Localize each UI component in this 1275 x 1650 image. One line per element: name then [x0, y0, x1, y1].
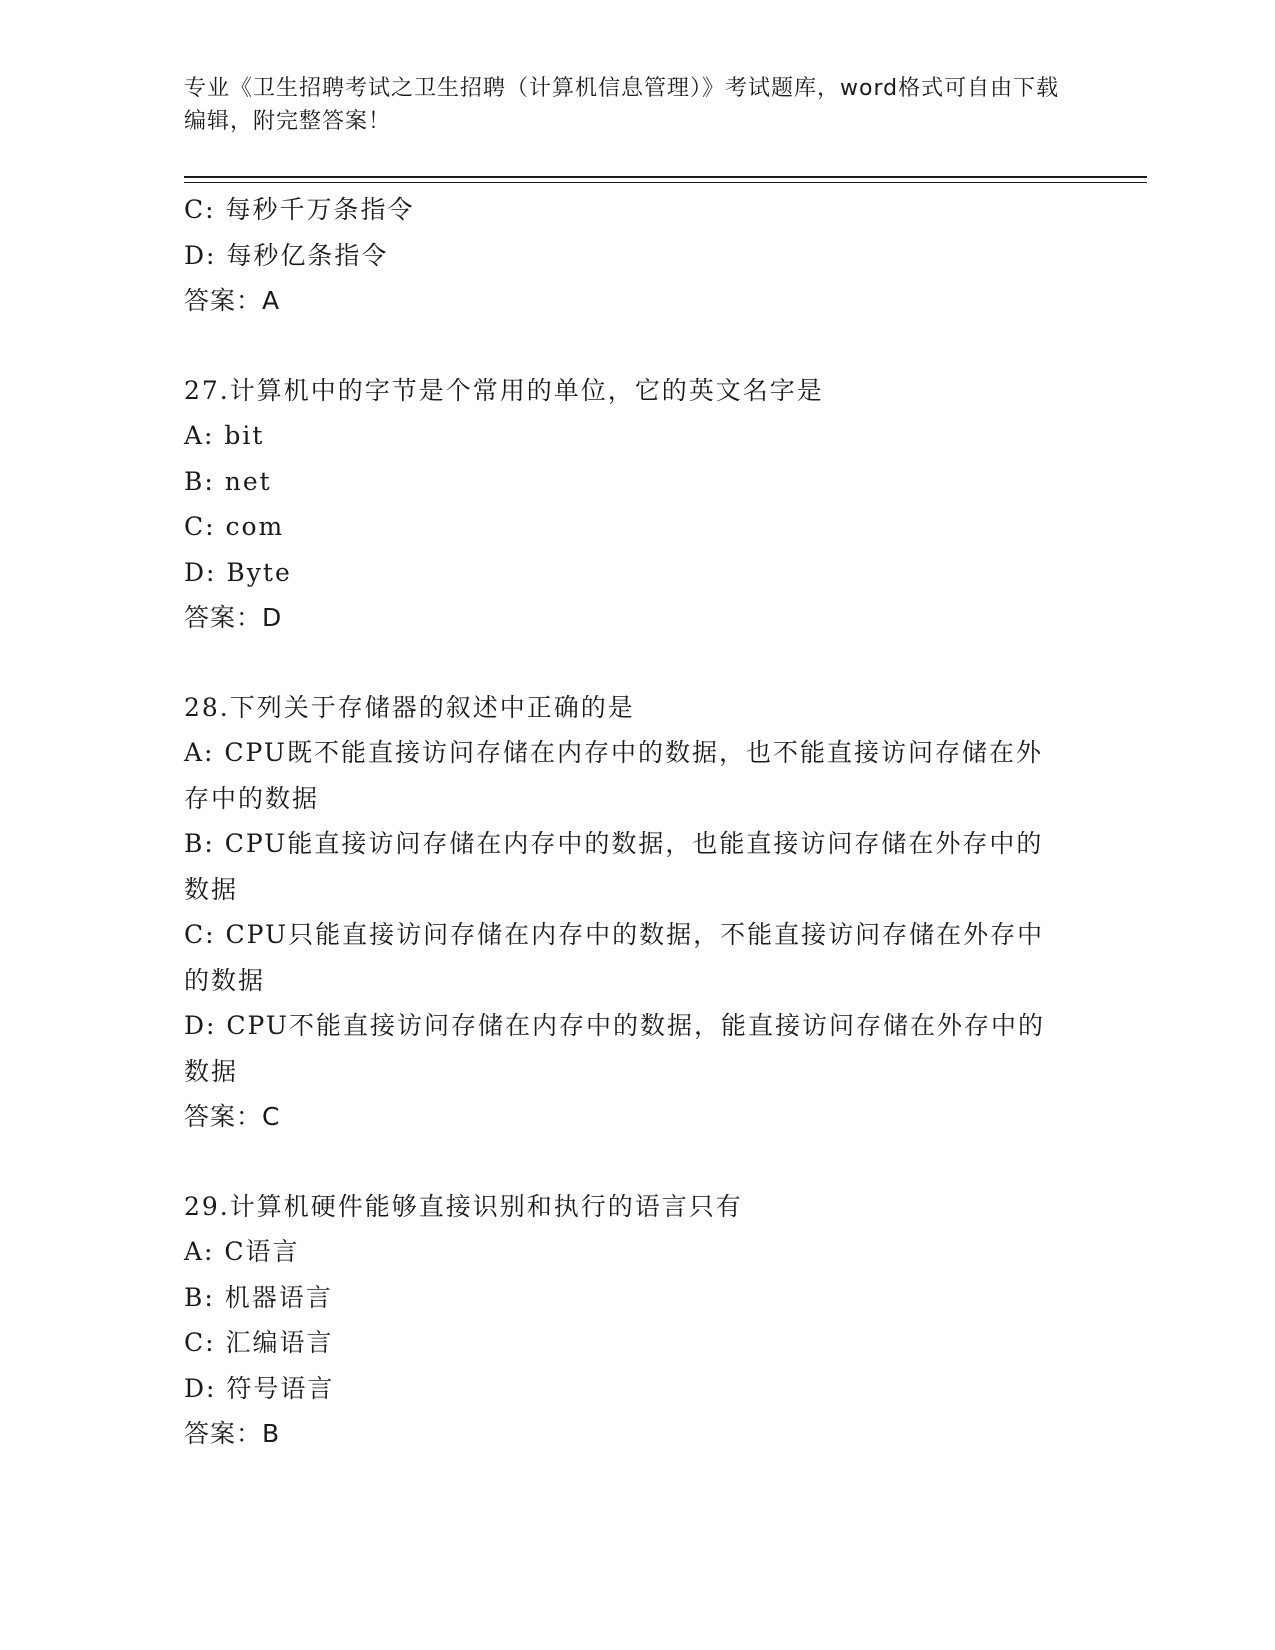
option-c: C: com [184, 512, 285, 541]
question-29 [184, 1184, 1064, 1457]
question-28 [184, 685, 1064, 1140]
spacer [184, 641, 1064, 685]
option-d: D: CPU不能直接访问存储在内存中的数据，能直接访问存储在外存中的数据 [184, 1011, 1045, 1086]
option-a: A: CPU既不能直接访问存储在内存中的数据，也不能直接访问存储在外存中的数据 [184, 738, 1044, 813]
option-c: C: CPU只能直接访问存储在内存中的数据，不能直接访问存储在外存中的数据 [184, 920, 1045, 995]
answer-line: 答案：C [184, 1102, 281, 1131]
question-27 [184, 368, 1064, 641]
question-26-continued [184, 187, 1064, 324]
answer-line: 答案：B [184, 1419, 281, 1448]
option-d: D: 符号语言 [184, 1373, 335, 1403]
option-c: C: 每秒千万条指令 [184, 195, 415, 224]
option-a: A: C语言 [184, 1237, 300, 1266]
option-a: A: bit [184, 421, 265, 450]
header-divider-thin [184, 182, 1147, 183]
option-d: D: Byte [184, 557, 292, 587]
question-stem: 29.计算机硬件能够直接识别和执行的语言只有 [184, 1191, 743, 1221]
spacer [184, 324, 1064, 368]
option-c: C: 汇编语言 [184, 1328, 334, 1357]
question-content [184, 187, 1064, 1457]
question-stem: 27.计算机中的字节是个常用的单位，它的英文名字是 [184, 375, 824, 405]
spacer [184, 1140, 1064, 1184]
option-b: B: net [184, 466, 272, 496]
document-header: 专业《卫生招聘考试之卫生招聘（计算机信息管理）》考试题库，word格式可自由下载编辑，附完整答案！ [184, 76, 1060, 134]
answer-line: 答案：A [184, 286, 281, 315]
option-b: B: CPU能直接访问存储在内存中的数据，也能直接访问存储在外存中的数据 [184, 829, 1044, 904]
header-divider-thick [184, 176, 1147, 178]
question-stem: 28.下列关于存储器的叙述中正确的是 [184, 692, 635, 722]
answer-line: 答案：D [184, 603, 283, 632]
option-b: B: 机器语言 [184, 1282, 333, 1312]
option-d: D: 每秒亿条指令 [184, 240, 389, 270]
